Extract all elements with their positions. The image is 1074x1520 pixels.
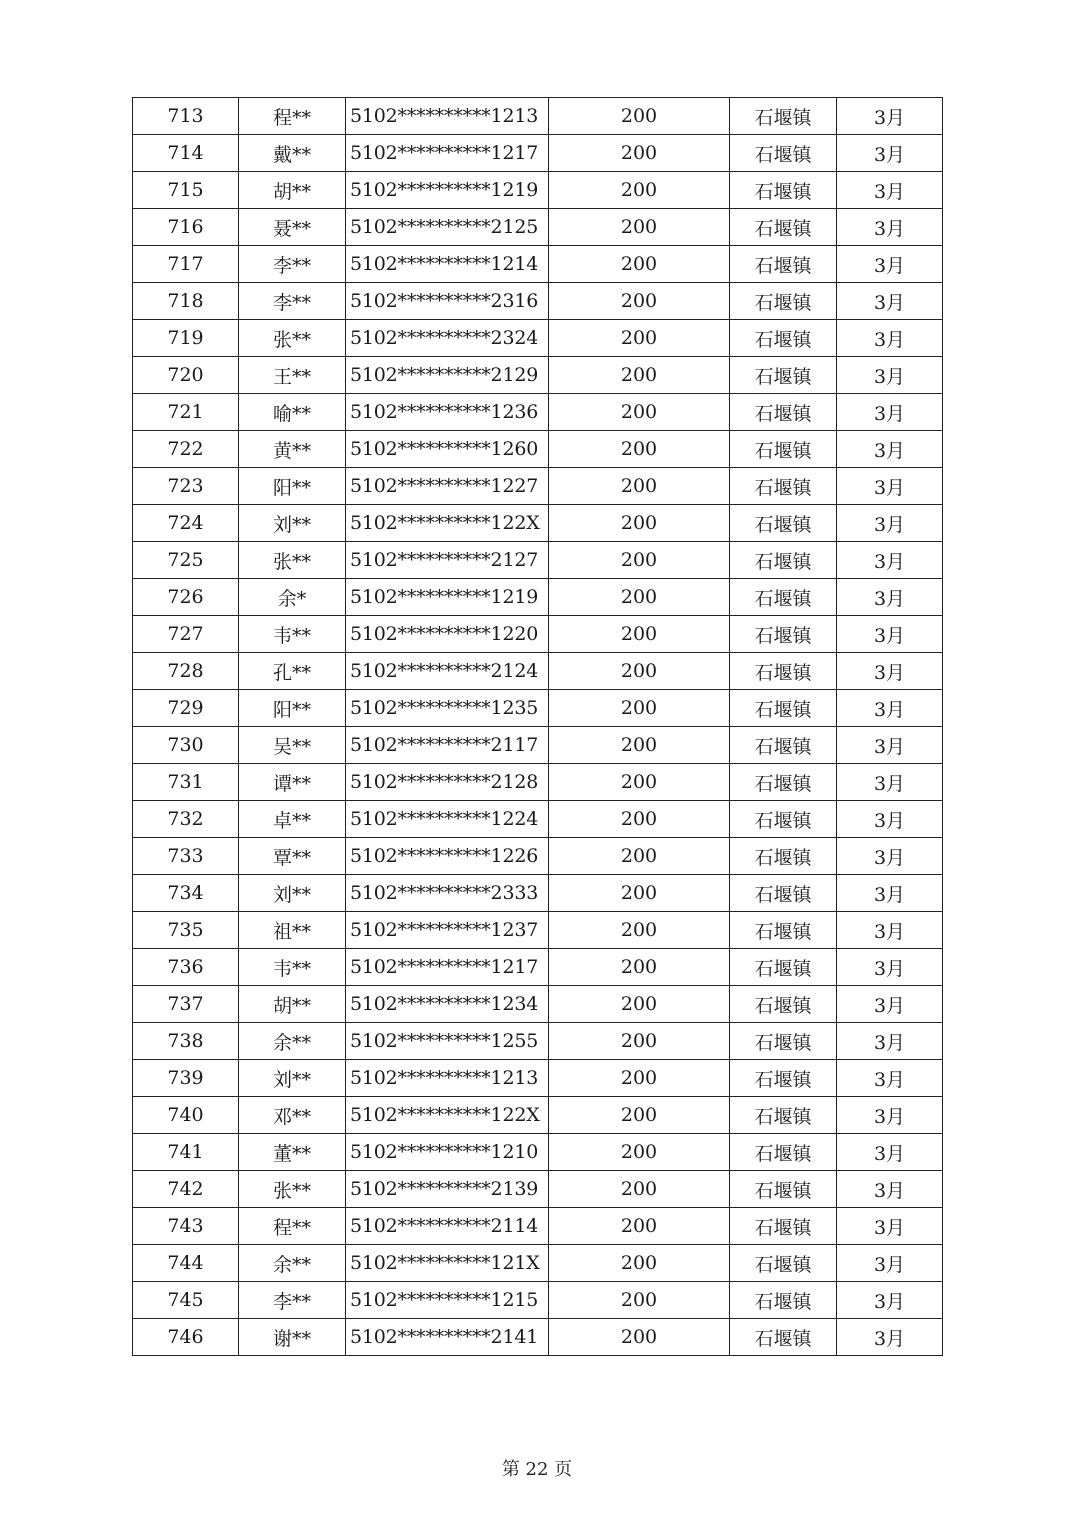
row-number-cell: 720 bbox=[133, 357, 239, 394]
table-row bbox=[133, 468, 943, 505]
amount-cell: 200 bbox=[549, 912, 730, 949]
month-cell: 3月 bbox=[837, 801, 943, 838]
month-cell: 3月 bbox=[837, 1023, 943, 1060]
amount-cell: 200 bbox=[549, 431, 730, 468]
row-number-cell: 727 bbox=[133, 616, 239, 653]
amount-cell: 200 bbox=[549, 690, 730, 727]
town-cell: 石堰镇 bbox=[730, 690, 837, 727]
id-number-cell: 5102**********1236 bbox=[346, 394, 549, 431]
table-row bbox=[133, 912, 943, 949]
amount-cell: 200 bbox=[549, 357, 730, 394]
amount-cell: 200 bbox=[549, 838, 730, 875]
town-cell: 石堰镇 bbox=[730, 949, 837, 986]
table-row bbox=[133, 986, 943, 1023]
amount-cell: 200 bbox=[549, 1097, 730, 1134]
amount-cell: 200 bbox=[549, 135, 730, 172]
person-name-cell: 韦** bbox=[239, 949, 346, 986]
person-name-cell: 喻** bbox=[239, 394, 346, 431]
table-row bbox=[133, 1171, 943, 1208]
month-cell: 3月 bbox=[837, 1134, 943, 1171]
person-name-cell: 张** bbox=[239, 542, 346, 579]
person-name-cell: 邓** bbox=[239, 1097, 346, 1134]
table-row bbox=[133, 1282, 943, 1319]
id-number-cell: 5102**********1226 bbox=[346, 838, 549, 875]
town-cell: 石堰镇 bbox=[730, 986, 837, 1023]
town-cell: 石堰镇 bbox=[730, 1060, 837, 1097]
table-row bbox=[133, 209, 943, 246]
id-number-cell: 5102**********2316 bbox=[346, 283, 549, 320]
person-name-cell: 戴** bbox=[239, 135, 346, 172]
row-number-cell: 745 bbox=[133, 1282, 239, 1319]
table-row bbox=[133, 1023, 943, 1060]
person-name-cell: 聂** bbox=[239, 209, 346, 246]
month-cell: 3月 bbox=[837, 579, 943, 616]
person-name-cell: 谭** bbox=[239, 764, 346, 801]
row-number-cell: 744 bbox=[133, 1245, 239, 1282]
town-cell: 石堰镇 bbox=[730, 764, 837, 801]
month-cell: 3月 bbox=[837, 1319, 943, 1356]
amount-cell: 200 bbox=[549, 320, 730, 357]
amount-cell: 200 bbox=[549, 283, 730, 320]
row-number-cell: 736 bbox=[133, 949, 239, 986]
town-cell: 石堰镇 bbox=[730, 801, 837, 838]
amount-cell: 200 bbox=[549, 875, 730, 912]
person-name-cell: 阳** bbox=[239, 468, 346, 505]
town-cell: 石堰镇 bbox=[730, 653, 837, 690]
table-row bbox=[133, 542, 943, 579]
id-number-cell: 5102**********1213 bbox=[346, 1060, 549, 1097]
row-number-cell: 731 bbox=[133, 764, 239, 801]
row-number-cell: 724 bbox=[133, 505, 239, 542]
month-cell: 3月 bbox=[837, 727, 943, 764]
month-cell: 3月 bbox=[837, 1245, 943, 1282]
month-cell: 3月 bbox=[837, 1097, 943, 1134]
amount-cell: 200 bbox=[549, 579, 730, 616]
amount-cell: 200 bbox=[549, 801, 730, 838]
person-name-cell: 余** bbox=[239, 1023, 346, 1060]
month-cell: 3月 bbox=[837, 246, 943, 283]
table-row bbox=[133, 1097, 943, 1134]
id-number-cell: 5102**********1224 bbox=[346, 801, 549, 838]
row-number-cell: 734 bbox=[133, 875, 239, 912]
amount-cell: 200 bbox=[549, 949, 730, 986]
row-number-cell: 717 bbox=[133, 246, 239, 283]
person-name-cell: 李** bbox=[239, 283, 346, 320]
person-name-cell: 阳** bbox=[239, 690, 346, 727]
row-number-cell: 725 bbox=[133, 542, 239, 579]
amount-cell: 200 bbox=[549, 727, 730, 764]
month-cell: 3月 bbox=[837, 1060, 943, 1097]
id-number-cell: 5102**********2117 bbox=[346, 727, 549, 764]
month-cell: 3月 bbox=[837, 505, 943, 542]
month-cell: 3月 bbox=[837, 172, 943, 209]
month-cell: 3月 bbox=[837, 394, 943, 431]
town-cell: 石堰镇 bbox=[730, 838, 837, 875]
town-cell: 石堰镇 bbox=[730, 1282, 837, 1319]
id-number-cell: 5102**********1227 bbox=[346, 468, 549, 505]
table-row bbox=[133, 875, 943, 912]
amount-cell: 200 bbox=[549, 98, 730, 135]
id-number-cell: 5102**********2129 bbox=[346, 357, 549, 394]
id-number-cell: 5102**********1234 bbox=[346, 986, 549, 1023]
month-cell: 3月 bbox=[837, 1208, 943, 1245]
id-number-cell: 5102**********1219 bbox=[346, 172, 549, 209]
row-number-cell: 723 bbox=[133, 468, 239, 505]
id-number-cell: 5102**********2114 bbox=[346, 1208, 549, 1245]
person-name-cell: 孔** bbox=[239, 653, 346, 690]
id-number-cell: 5102**********1217 bbox=[346, 135, 549, 172]
row-number-cell: 743 bbox=[133, 1208, 239, 1245]
person-name-cell: 谢** bbox=[239, 1319, 346, 1356]
person-name-cell: 余* bbox=[239, 579, 346, 616]
town-cell: 石堰镇 bbox=[730, 616, 837, 653]
row-number-cell: 729 bbox=[133, 690, 239, 727]
id-number-cell: 5102**********2127 bbox=[346, 542, 549, 579]
row-number-cell: 722 bbox=[133, 431, 239, 468]
row-number-cell: 718 bbox=[133, 283, 239, 320]
table-row bbox=[133, 764, 943, 801]
id-number-cell: 5102**********2128 bbox=[346, 764, 549, 801]
table-row bbox=[133, 1319, 943, 1356]
town-cell: 石堰镇 bbox=[730, 98, 837, 135]
id-number-cell: 5102**********2124 bbox=[346, 653, 549, 690]
town-cell: 石堰镇 bbox=[730, 1023, 837, 1060]
amount-cell: 200 bbox=[549, 246, 730, 283]
town-cell: 石堰镇 bbox=[730, 1097, 837, 1134]
amount-cell: 200 bbox=[549, 1023, 730, 1060]
month-cell: 3月 bbox=[837, 764, 943, 801]
id-number-cell: 5102**********1214 bbox=[346, 246, 549, 283]
table-row bbox=[133, 1060, 943, 1097]
table-row bbox=[133, 98, 943, 135]
town-cell: 石堰镇 bbox=[730, 875, 837, 912]
row-number-cell: 739 bbox=[133, 1060, 239, 1097]
month-cell: 3月 bbox=[837, 875, 943, 912]
amount-cell: 200 bbox=[549, 542, 730, 579]
month-cell: 3月 bbox=[837, 986, 943, 1023]
id-number-cell: 5102**********2125 bbox=[346, 209, 549, 246]
row-number-cell: 719 bbox=[133, 320, 239, 357]
row-number-cell: 726 bbox=[133, 579, 239, 616]
amount-cell: 200 bbox=[549, 1245, 730, 1282]
amount-cell: 200 bbox=[549, 1134, 730, 1171]
month-cell: 3月 bbox=[837, 1282, 943, 1319]
row-number-cell: 741 bbox=[133, 1134, 239, 1171]
row-number-cell: 715 bbox=[133, 172, 239, 209]
amount-cell: 200 bbox=[549, 1319, 730, 1356]
amount-cell: 200 bbox=[549, 1208, 730, 1245]
id-number-cell: 5102**********1210 bbox=[346, 1134, 549, 1171]
month-cell: 3月 bbox=[837, 542, 943, 579]
id-number-cell: 5102**********2333 bbox=[346, 875, 549, 912]
town-cell: 石堰镇 bbox=[730, 1245, 837, 1282]
id-number-cell: 5102**********1213 bbox=[346, 98, 549, 135]
amount-cell: 200 bbox=[549, 172, 730, 209]
town-cell: 石堰镇 bbox=[730, 246, 837, 283]
month-cell: 3月 bbox=[837, 690, 943, 727]
row-number-cell: 714 bbox=[133, 135, 239, 172]
roster-body bbox=[133, 98, 943, 1356]
table-row bbox=[133, 616, 943, 653]
row-number-cell: 735 bbox=[133, 912, 239, 949]
id-number-cell: 5102**********1217 bbox=[346, 949, 549, 986]
amount-cell: 200 bbox=[549, 653, 730, 690]
person-name-cell: 刘** bbox=[239, 875, 346, 912]
row-number-cell: 728 bbox=[133, 653, 239, 690]
month-cell: 3月 bbox=[837, 653, 943, 690]
row-number-cell: 730 bbox=[133, 727, 239, 764]
month-cell: 3月 bbox=[837, 1171, 943, 1208]
page-number: 第 22 页 bbox=[501, 1459, 573, 1480]
person-name-cell: 韦** bbox=[239, 616, 346, 653]
town-cell: 石堰镇 bbox=[730, 1208, 837, 1245]
person-name-cell: 程** bbox=[239, 98, 346, 135]
month-cell: 3月 bbox=[837, 135, 943, 172]
row-number-cell: 738 bbox=[133, 1023, 239, 1060]
month-cell: 3月 bbox=[837, 98, 943, 135]
person-name-cell: 刘** bbox=[239, 505, 346, 542]
month-cell: 3月 bbox=[837, 431, 943, 468]
table-row bbox=[133, 320, 943, 357]
town-cell: 石堰镇 bbox=[730, 172, 837, 209]
town-cell: 石堰镇 bbox=[730, 542, 837, 579]
amount-cell: 200 bbox=[549, 616, 730, 653]
month-cell: 3月 bbox=[837, 209, 943, 246]
table-row bbox=[133, 838, 943, 875]
person-name-cell: 覃** bbox=[239, 838, 346, 875]
amount-cell: 200 bbox=[549, 394, 730, 431]
amount-cell: 200 bbox=[549, 1282, 730, 1319]
row-number-cell: 716 bbox=[133, 209, 239, 246]
person-name-cell: 胡** bbox=[239, 986, 346, 1023]
table-row bbox=[133, 579, 943, 616]
amount-cell: 200 bbox=[549, 505, 730, 542]
roster-table bbox=[132, 97, 943, 1356]
month-cell: 3月 bbox=[837, 838, 943, 875]
amount-cell: 200 bbox=[549, 468, 730, 505]
amount-cell: 200 bbox=[549, 986, 730, 1023]
town-cell: 石堰镇 bbox=[730, 283, 837, 320]
table-row bbox=[133, 1208, 943, 1245]
id-number-cell: 5102**********2324 bbox=[346, 320, 549, 357]
row-number-cell: 737 bbox=[133, 986, 239, 1023]
town-cell: 石堰镇 bbox=[730, 1319, 837, 1356]
amount-cell: 200 bbox=[549, 209, 730, 246]
row-number-cell: 746 bbox=[133, 1319, 239, 1356]
month-cell: 3月 bbox=[837, 357, 943, 394]
table-row bbox=[133, 949, 943, 986]
table-row bbox=[133, 172, 943, 209]
row-number-cell: 721 bbox=[133, 394, 239, 431]
table-row bbox=[133, 801, 943, 838]
id-number-cell: 5102**********1219 bbox=[346, 579, 549, 616]
amount-cell: 200 bbox=[549, 1060, 730, 1097]
table-row bbox=[133, 394, 943, 431]
town-cell: 石堰镇 bbox=[730, 1134, 837, 1171]
row-number-cell: 733 bbox=[133, 838, 239, 875]
table-row bbox=[133, 653, 943, 690]
town-cell: 石堰镇 bbox=[730, 727, 837, 764]
person-name-cell: 董** bbox=[239, 1134, 346, 1171]
person-name-cell: 祖** bbox=[239, 912, 346, 949]
month-cell: 3月 bbox=[837, 320, 943, 357]
town-cell: 石堰镇 bbox=[730, 505, 837, 542]
table-row bbox=[133, 727, 943, 764]
table-row bbox=[133, 283, 943, 320]
person-name-cell: 吴** bbox=[239, 727, 346, 764]
table-row bbox=[133, 690, 943, 727]
town-cell: 石堰镇 bbox=[730, 431, 837, 468]
person-name-cell: 张** bbox=[239, 1171, 346, 1208]
town-cell: 石堰镇 bbox=[730, 1171, 837, 1208]
row-number-cell: 713 bbox=[133, 98, 239, 135]
table-row bbox=[133, 431, 943, 468]
town-cell: 石堰镇 bbox=[730, 135, 837, 172]
person-name-cell: 张** bbox=[239, 320, 346, 357]
id-number-cell: 5102**********122X bbox=[346, 505, 549, 542]
table-row bbox=[133, 135, 943, 172]
month-cell: 3月 bbox=[837, 283, 943, 320]
id-number-cell: 5102**********1260 bbox=[346, 431, 549, 468]
id-number-cell: 5102**********1220 bbox=[346, 616, 549, 653]
town-cell: 石堰镇 bbox=[730, 320, 837, 357]
id-number-cell: 5102**********1255 bbox=[346, 1023, 549, 1060]
table-row bbox=[133, 505, 943, 542]
person-name-cell: 黄** bbox=[239, 431, 346, 468]
table-row bbox=[133, 1134, 943, 1171]
month-cell: 3月 bbox=[837, 949, 943, 986]
town-cell: 石堰镇 bbox=[730, 579, 837, 616]
person-name-cell: 刘** bbox=[239, 1060, 346, 1097]
person-name-cell: 王** bbox=[239, 357, 346, 394]
person-name-cell: 卓** bbox=[239, 801, 346, 838]
month-cell: 3月 bbox=[837, 468, 943, 505]
month-cell: 3月 bbox=[837, 912, 943, 949]
month-cell: 3月 bbox=[837, 616, 943, 653]
amount-cell: 200 bbox=[549, 764, 730, 801]
town-cell: 石堰镇 bbox=[730, 357, 837, 394]
id-number-cell: 5102**********1235 bbox=[346, 690, 549, 727]
row-number-cell: 742 bbox=[133, 1171, 239, 1208]
person-name-cell: 胡** bbox=[239, 172, 346, 209]
table-row bbox=[133, 357, 943, 394]
person-name-cell: 李** bbox=[239, 246, 346, 283]
id-number-cell: 5102**********2139 bbox=[346, 1171, 549, 1208]
id-number-cell: 5102**********2141 bbox=[346, 1319, 549, 1356]
row-number-cell: 732 bbox=[133, 801, 239, 838]
id-number-cell: 5102**********1215 bbox=[346, 1282, 549, 1319]
town-cell: 石堰镇 bbox=[730, 912, 837, 949]
person-name-cell: 余** bbox=[239, 1245, 346, 1282]
row-number-cell: 740 bbox=[133, 1097, 239, 1134]
town-cell: 石堰镇 bbox=[730, 468, 837, 505]
id-number-cell: 5102**********1237 bbox=[346, 912, 549, 949]
town-cell: 石堰镇 bbox=[730, 209, 837, 246]
person-name-cell: 程** bbox=[239, 1208, 346, 1245]
amount-cell: 200 bbox=[549, 1171, 730, 1208]
id-number-cell: 5102**********122X bbox=[346, 1097, 549, 1134]
table-row bbox=[133, 246, 943, 283]
person-name-cell: 李** bbox=[239, 1282, 346, 1319]
town-cell: 石堰镇 bbox=[730, 394, 837, 431]
table-row bbox=[133, 1245, 943, 1282]
id-number-cell: 5102**********121X bbox=[346, 1245, 549, 1282]
